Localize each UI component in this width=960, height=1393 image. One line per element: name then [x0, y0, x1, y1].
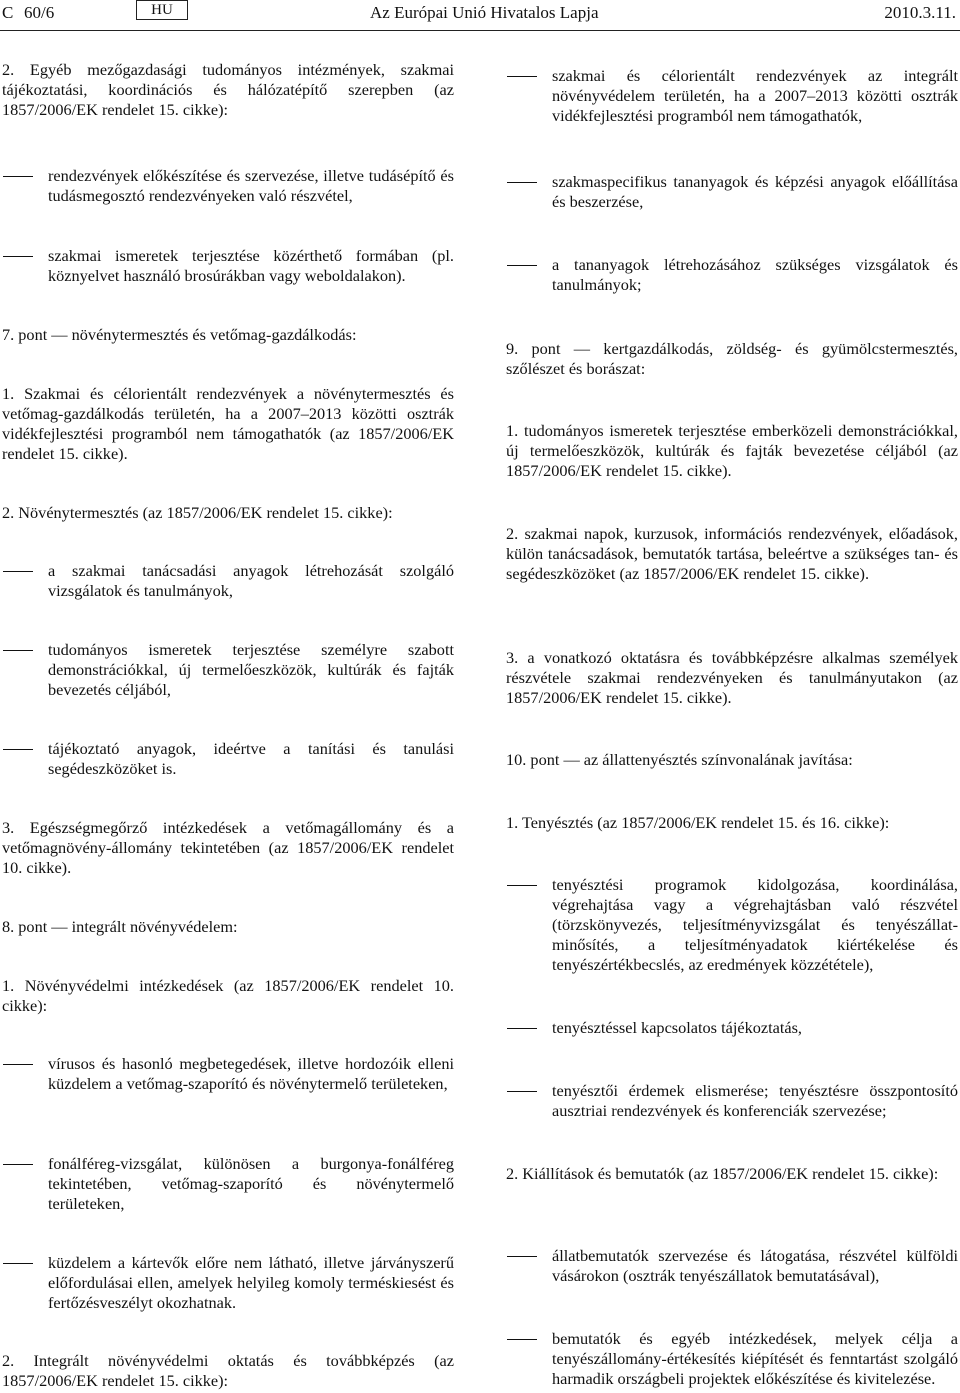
dash-item: állatbemutatók szervezése és látogatása, részvétel külföldi vásárokon (osztrák tenyészállatok bemutatásával), — [506, 1246, 958, 1286]
section-heading: 10. pont — az állattenyésztés színvonalának javítása: — [506, 750, 853, 769]
dash-item: szakmai ismeretek terjesztése közérthető formában (pl. köznyelvet használó brosúrákban vagy weboldalakon). — [2, 246, 454, 286]
paragraph: 1. Növényvédelmi intézkedések (az 1857/2006/EK rendelet 10. cikke): — [2, 976, 454, 1015]
dash-item: rendezvények előkészítése és szervezése, illetve tudásépítő és tudásmegosztó rendezvényeken való részvétel, — [2, 166, 454, 206]
paragraph: 1. Szakmai és célorientált rendezvények a növénytermesztés és vetőmag-gazdálkodás területén, ha a 2007–2013 közötti osztrák vidékfejlesztési programból nem támogathatók (az 1857/2006/EK rendelet 15. cikke). — [2, 384, 454, 463]
paragraph: 2. Növénytermesztés (az 1857/2006/EK rendelet 15. cikke): — [2, 503, 393, 522]
dash-item: küzdelem a kártevők előre nem látható, illetve járványszerű előfordulásai ellen, amelyek helyileg komoly terméskiesést és fertőzésveszélyt okozhatnak. — [2, 1253, 454, 1313]
page-header — [0, 0, 960, 30]
issue-date: 2010.3.11. — [884, 3, 956, 22]
dash-item: szakmai és célorientált rendezvények az integrált növényvédelem területén, ha a 2007–2013 közötti osztrák vidékfejlesztési programból nem támogathatók, — [506, 66, 958, 126]
header-rule — [0, 30, 960, 31]
paragraph: 1. tudományos ismeretek terjesztése emberközeli demonstrációkkal, új termelőeszközök, kultúrák és fajták bevezetése céljából (az 1857/2006/EK rendelet 15. cikke). — [506, 421, 958, 480]
paragraph: 2. szakmai napok, kurzusok, információs rendezvények, előadások, külön tanácsadások, bemutatók tartása, beleértve a szükséges tan- és segédeszközöket (az 1857/2006/EK rendelet 15. cikke). — [506, 524, 958, 583]
dash-item: vírusos és hasonló megbetegedések, illetve hordozóik elleni küzdelem a vetőmag-szaporító és növénytermelő területeken, — [2, 1054, 454, 1094]
dash-item: tenyésztési programok kidolgozása, koordinálása, végrehajtása vagy a végrehajtásban való részvétel (törzskönyvezés, teljesítményvizsgálat és tenyészállat-minősítés, a teljesítményadatok kiértékelése és tenyészértékbecslés, az eredmények közzététele), — [506, 875, 958, 975]
paragraph: 2. Integrált növényvédelmi oktatás és továbbképzés (az 1857/2006/EK rendelet 15. cikke): — [2, 1351, 454, 1390]
dash-item: tájékoztató anyagok, ideértve a tanítási és tanulási segédeszközöket is. — [2, 739, 454, 779]
page-number: 60/6 — [24, 3, 55, 22]
dash-item: bemutatók és egyéb intézkedések, melyek célja a tenyészállomány-értékesítés kiépítését és fenntartást szolgáló harmadik országbeli projektek előkészítése és kivitelezése. — [506, 1329, 958, 1389]
paragraph: 2. Egyéb mezőgazdasági tudományos intézmények, szakmai tájékoztatási, koordinációs és hálózatépítő szerepben (az 1857/2006/EK rendelet 15. cikke): — [2, 60, 454, 119]
dash-item: tenyésztéssel kapcsolatos tájékoztatás, — [506, 1018, 958, 1038]
dash-item: szakmaspecifikus tananyagok és képzési anyagok előállítása és beszerzése, — [506, 172, 958, 212]
dash-item: a szakmai tanácsadási anyagok létrehozását szolgáló vizsgálatok és tanulmányok, — [2, 561, 454, 601]
section-heading: 7. pont — növénytermesztés és vetőmag-gazdálkodás: — [2, 325, 357, 344]
dash-item: tudományos ismeretek terjesztése személyre szabott demonstrációkkal, új termelőeszközök, kultúrák és fajták bevezetés céljából, — [2, 640, 454, 700]
dash-item: fonálféreg-vizsgálat, különösen a burgonya-fonálféreg tekintetében, vetőmag-szaporító és növénytermelő területeken, — [2, 1154, 454, 1214]
paragraph: 3. Egészségmegőrző intézkedések a vetőmagállomány és a vetőmagnövény-állomány tekintetében (az 1857/2006/EK rendelet 10. cikke). — [2, 818, 454, 877]
paragraph: 1. Tenyésztés (az 1857/2006/EK rendelet 15. és 16. cikke): — [506, 813, 890, 832]
paragraph: 3. a vonatkozó oktatásra és továbbképzésre alkalmas személyek részvétele szakmai rendezvényeken és tanulmányutakon (az 1857/2006/EK rendelet 15. cikke). — [506, 648, 958, 707]
series-letter: C — [2, 3, 14, 22]
journal-title: Az Európai Unió Hivatalos Lapja — [370, 3, 599, 22]
paragraph: 2. Kiállítások és bemutatók (az 1857/2006/EK rendelet 15. cikke): — [506, 1164, 939, 1183]
dash-item: a tananyagok létrehozásához szükséges vizsgálatok és tanulmányok; — [506, 255, 958, 295]
language-box: HU — [136, 0, 188, 20]
dash-item: tenyésztői érdemek elismerése; tenyésztésre összpontosító ausztriai rendezvények és konferenciák szervezése; — [506, 1081, 958, 1121]
section-heading: 8. pont — integrált növényvédelem: — [2, 917, 238, 936]
section-heading: 9. pont — kertgazdálkodás, zöldség- és gyümölcstermesztés, szőlészet és borászat: — [506, 339, 958, 378]
